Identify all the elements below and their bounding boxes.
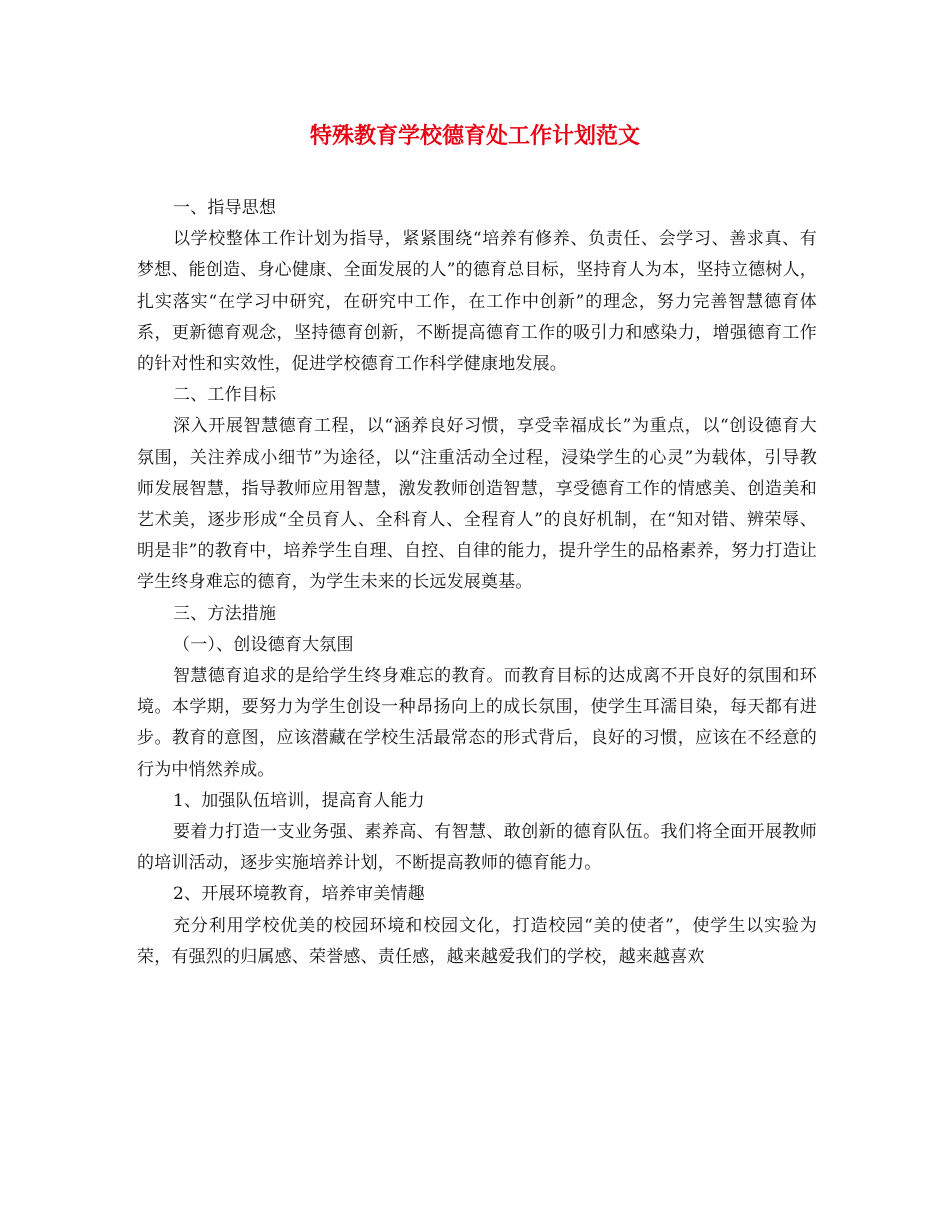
section-heading-methods: 三、方法措施	[173, 603, 277, 624]
section-heading-work-goals: 二、工作目标	[173, 385, 277, 406]
paragraph-team-training: 要着力打造一支业务强、素养高、有智慧、敢创新的德育队伍。我们将全面开展教师的培训活动，逐步实施培养计划，不断提高教师的德育能力。	[137, 822, 817, 874]
section-heading-guiding-thought: 一、指导思想	[173, 198, 277, 218]
item-heading-environment-education: 2、开展环境教育，培养审美情趣	[173, 884, 425, 905]
item-heading-team-training: 1、加强队伍培训，提高育人能力	[173, 790, 425, 811]
document-body	[137, 193, 817, 973]
document-title: 特殊教育学校德育处工作计划范文	[309, 123, 640, 149]
paragraph-atmosphere: 智慧德育追求的是给学生终身难忘的教育。而教育目标的达成离不开良好的氛围和环境。本学期，要努力为学生创设一种昂扬向上的成长氛围，使学生耳濡目染，每天都有进步。教育的意图，应该潜藏在学校生活最常态的形式背后，良好的习惯，应该在不经意的行为中悄然养成。	[137, 666, 817, 780]
paragraph-guiding-thought: 以学校整体工作计划为指导，紧紧围绕“培养有修养、负责任、会学习、善求真、有梦想、能创造、身心健康、全面发展的人”的德育总目标，坚持育人为本，坚持立德树人，扎实落实“在学习中研究，在研究中工作，在工作中创新”的理念，努力完善智慧德育体系，更新德育观念，坚持德育创新，不断提高德育工作的吸引力和感染力，增强德育工作的针对性和实效性，促进学校德育工作科学健康地发展。	[137, 229, 817, 375]
paragraph-environment-education: 充分利用学校优美的校园环境和校园文化，打造校园“美的使者”，使学生以实验为荣，有强烈的归属感、荣誉感、责任感，越来越爱我们的学校，越来越喜欢	[137, 915, 817, 967]
paragraph-work-goals: 深入开展智慧德育工程，以“涵养良好习惯，享受幸福成长”为重点，以“创设德育大氛围，关注养成小细节”为途径，以“注重活动全过程，浸染学生的心灵”为载体，引导教师发展智慧，指导教师应用智慧，激发教师创造智慧，享受德育工作的情感美、创造美和艺术美，逐步形成“全员育人、全科育人、全程育人”的良好机制，在“知对错、辨荣辱、明是非”的教育中，培养学生自理、自控、自律的能力，提升学生的品格素养，努力打造让学生终身难忘的德育，为学生未来的长远发展奠基。	[137, 416, 817, 593]
subsection-heading-atmosphere: （一）、创设德育大氛围	[173, 634, 354, 655]
